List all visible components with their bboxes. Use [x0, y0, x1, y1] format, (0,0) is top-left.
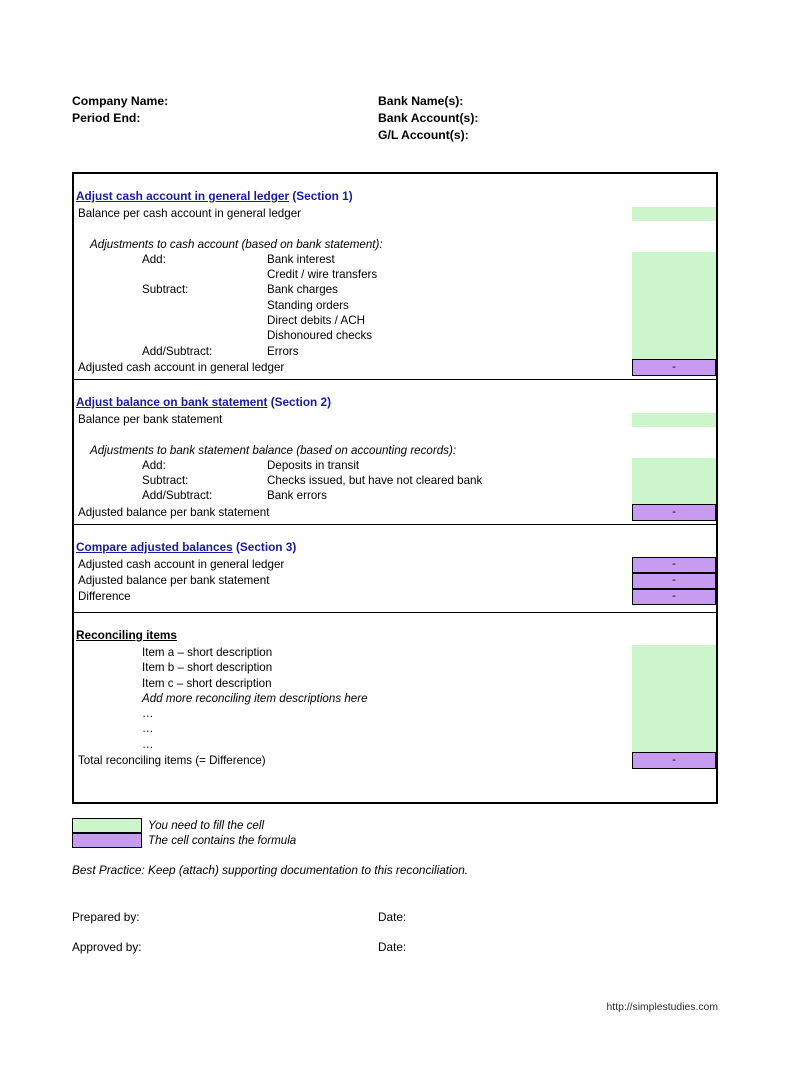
signature-row-approved-by: [72, 940, 572, 970]
section-1-adjustment-lines: [76, 252, 716, 359]
section-4-ellipsis-row-1: [76, 721, 716, 736]
section-3-title-suffix: (Section 3): [232, 540, 297, 554]
section-2-adjustment-lines: [76, 458, 716, 504]
section-1-desc-5: Dishonoured checks: [267, 329, 373, 343]
section-4-ellipsis-row-2: [76, 737, 716, 752]
section-2-total-row: [76, 504, 716, 521]
section-1-total-formula-cell[interactable]: -: [632, 359, 716, 376]
section-1-total-label: Adjusted cash account in general ledger: [78, 360, 285, 374]
section-1-balance-row: [76, 206, 716, 221]
header-right-column: [378, 93, 678, 144]
section-3-label-1: Adjusted balance per bank statement: [78, 574, 270, 587]
section-1-title-underlined: Adjust cash account in general ledger: [76, 189, 290, 203]
legend-swatch-green: [72, 818, 142, 833]
section-2-desc-2: Bank errors: [267, 489, 327, 503]
section-2-balance-input-cell[interactable]: [632, 413, 716, 427]
bank-name-label: Bank Name(s):: [378, 94, 464, 108]
section-2-adjustments-intro-row: [76, 443, 716, 458]
section-3-formula-cell-2[interactable]: -: [632, 589, 716, 605]
section-4-ellipsis-2: …: [142, 737, 154, 751]
section-2-desc-0: Deposits in transit: [267, 458, 360, 472]
section-2-total-formula-cell[interactable]: -: [632, 504, 716, 521]
legend-label-green: You need to fill the cell: [148, 819, 265, 832]
bank-account-label: Bank Account(s):: [378, 111, 479, 125]
section-1-line-direct-debits-ach: [76, 313, 716, 328]
section-2-title-suffix: (Section 2): [267, 395, 332, 409]
approved-by-date-label: Date:: [378, 940, 407, 954]
prepared-by-date-label: Date:: [378, 910, 407, 924]
legend-swatch-purple: [72, 833, 142, 848]
legend-label-purple: The cell contains the formula: [148, 834, 297, 847]
period-end-label: Period End:: [72, 111, 141, 125]
section-4-item-label-0: Item a – short description: [142, 646, 273, 659]
section-4-ellipsis-1: …: [142, 722, 154, 736]
section-1-desc-6: Errors: [267, 344, 299, 358]
section-2-spacer: [76, 427, 716, 442]
section-1-op-6: Add/Subtract:: [142, 344, 213, 358]
section-4-item-label-1: Item b – short description: [142, 661, 273, 675]
section-1-line-credit-wire-transfers: [76, 267, 716, 282]
section-1-adjustments-intro: Adjustments to cash account (based on bank statement):: [90, 237, 383, 251]
section-2-op-2: Add/Subtract:: [142, 489, 213, 503]
section-3-row-adjusted-bank-balance: [76, 573, 716, 589]
signature-row-prepared-by: [72, 910, 572, 940]
section-3-row-difference: [76, 589, 716, 605]
section-1-line-subtract-bank-charges: [76, 282, 716, 297]
reconciliation-form-box: [72, 172, 718, 804]
section-3-formula-cell-1[interactable]: -: [632, 573, 716, 589]
section-3-label-0: Adjusted cash account in general ledger: [78, 558, 285, 571]
prepared-by-label: Prepared by:: [72, 910, 140, 924]
section-4-item-b: [76, 660, 716, 675]
section-2-op-1: Subtract:: [142, 474, 189, 488]
section-1-balance-input-cell[interactable]: [632, 207, 716, 221]
section-1-desc-4: Direct debits / ACH: [267, 314, 365, 328]
section-2-op-0: Add:: [142, 458, 166, 472]
section-1-op-2: Subtract:: [142, 283, 189, 297]
section-4-title: Reconciling items: [76, 628, 177, 642]
document-header: [72, 93, 718, 155]
section-1-op-0: Add:: [142, 252, 166, 266]
footer-url[interactable]: http://simplestudies.com: [606, 1002, 718, 1013]
section-2-line-deposits-in-transit: [76, 458, 716, 473]
section-2-balance-label: Balance per bank statement: [78, 413, 223, 426]
section-1-line-dishonoured-checks: [76, 328, 716, 343]
signature-block: [72, 910, 572, 970]
section-4-total-formula-cell[interactable]: -: [632, 752, 716, 769]
section-4-ellipsis-0: …: [142, 707, 154, 721]
section-3-compare-balances: [74, 524, 716, 612]
legend: [72, 818, 572, 848]
gl-account-label: G/L Account(s):: [378, 128, 469, 142]
section-2-adjustments-intro: Adjustments to bank statement balance (based on accounting records):: [90, 443, 457, 457]
section-4-add-more-note: Add more reconciling item descriptions here: [142, 691, 368, 705]
header-left-column: [72, 93, 352, 127]
section-1-adjust-cash-account: [74, 174, 716, 379]
section-2-line-bank-errors: [76, 488, 716, 503]
section-4-item-c: [76, 676, 716, 691]
section-1-spacer: [76, 221, 716, 236]
section-4-add-more-note-row: [76, 691, 716, 706]
section-3-label-2: Difference: [78, 590, 131, 603]
section-1-desc-2: Bank charges: [267, 283, 338, 297]
company-name-label: Company Name:: [72, 94, 169, 108]
section-2-adjust-bank-statement: [74, 379, 716, 524]
section-1-balance-label: Balance per cash account in general ledger: [78, 207, 302, 220]
best-practice-note: Best Practice: Keep (attach) supporting documentation to this reconciliation.: [72, 863, 469, 877]
section-1-line-add-bank-interest: [76, 252, 716, 267]
approved-by-label: Approved by:: [72, 940, 142, 954]
section-1-desc-0: Bank interest: [267, 252, 335, 266]
section-4-item-a: [76, 645, 716, 660]
section-3-title-underlined: Compare adjusted balances: [76, 540, 233, 554]
section-3-formula-cell-0[interactable]: -: [632, 557, 716, 573]
section-2-desc-1: Checks issued, but have not cleared bank: [267, 474, 483, 488]
section-4-total-row: [76, 752, 716, 769]
section-3-row-adjusted-cash-account: [76, 557, 716, 573]
section-4-total-label: Total reconciling items (= Difference): [78, 754, 266, 768]
section-2-title: [76, 395, 716, 412]
section-1-desc-1: Credit / wire transfers: [267, 268, 378, 282]
section-1-total-row: [76, 359, 716, 376]
section-2-balance-row: [76, 412, 716, 427]
section-1-title: [76, 189, 716, 206]
section-1-line-standing-orders: [76, 298, 716, 313]
legend-row-formula: [72, 833, 572, 848]
section-3-title: [76, 540, 716, 557]
section-1-title-suffix: (Section 1): [289, 189, 353, 203]
section-4-reconciling-items: [74, 612, 716, 802]
section-2-line-checks-not-cleared: [76, 473, 716, 488]
section-1-line-errors: [76, 344, 716, 359]
section-2-title-underlined: Adjust balance on bank statement: [76, 395, 268, 409]
section-4-items-block: [76, 645, 716, 752]
section-4-item-label-2: Item c – short description: [142, 676, 272, 690]
section-1-desc-3: Standing orders: [267, 298, 349, 312]
section-1-adjustments-intro-row: [76, 237, 716, 252]
legend-row-input: [72, 818, 572, 833]
section-4-ellipsis-row-0: [76, 706, 716, 721]
section-2-total-label: Adjusted balance per bank statement: [78, 505, 270, 519]
